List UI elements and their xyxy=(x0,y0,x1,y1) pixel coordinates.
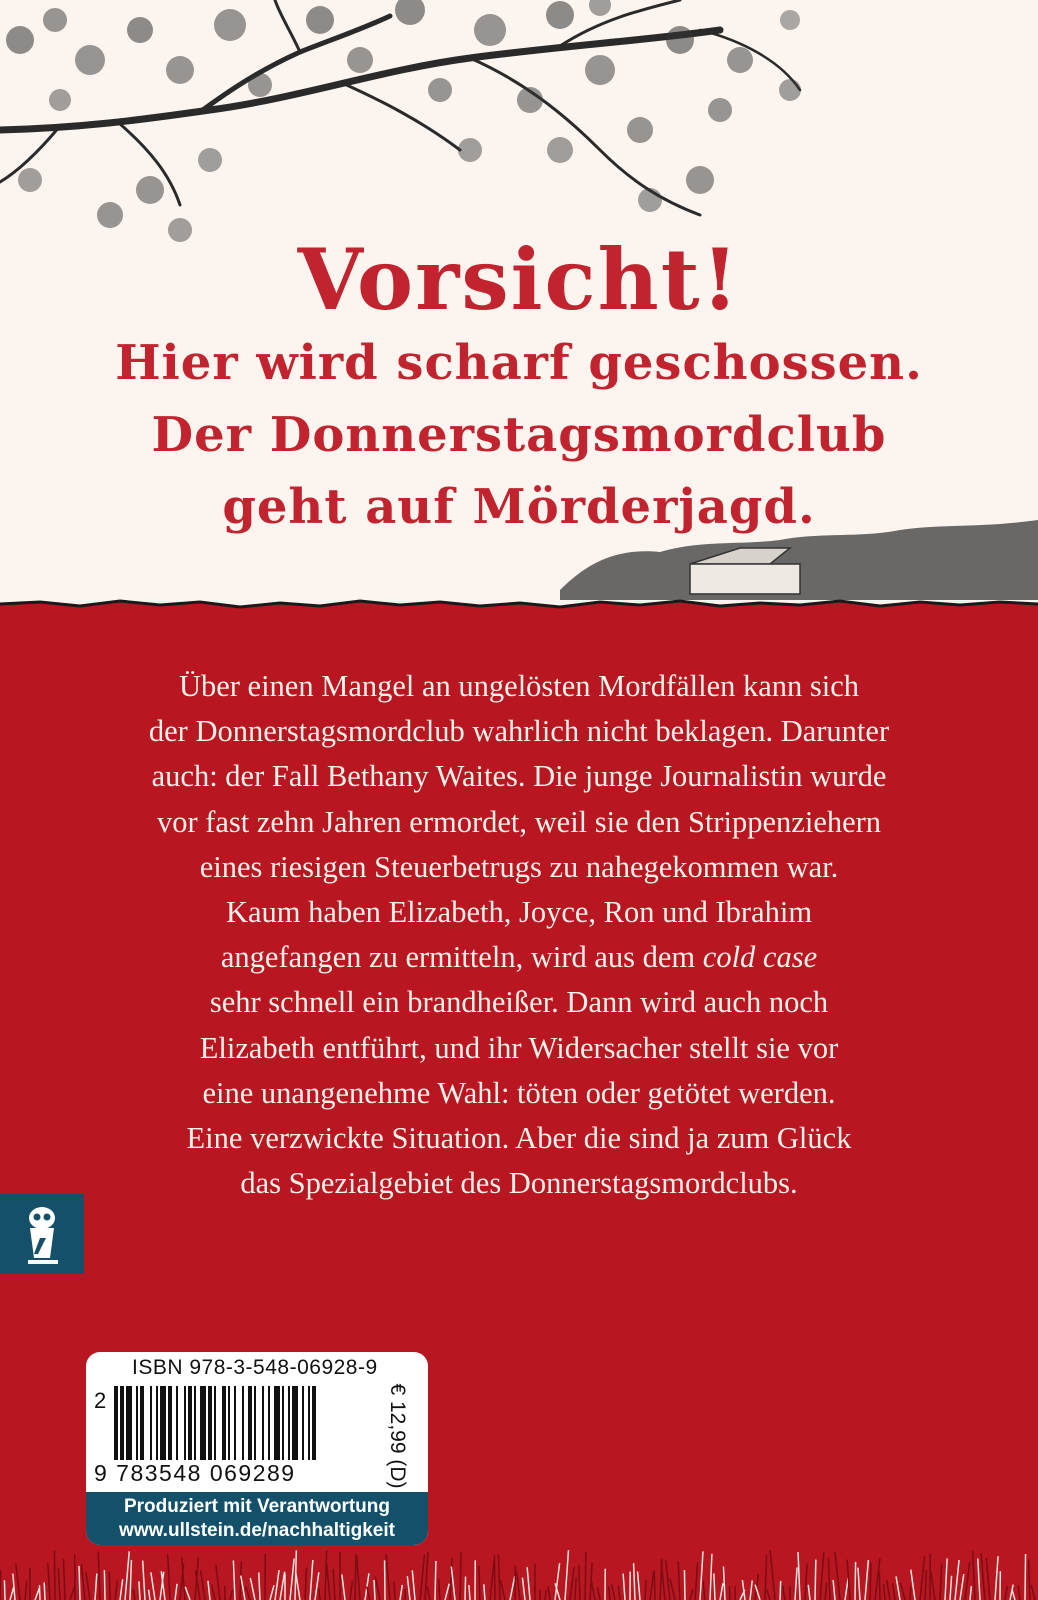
grass-blade xyxy=(270,1585,274,1600)
grass-blade xyxy=(259,1572,260,1600)
grass-blade xyxy=(570,1567,574,1600)
grass-blade xyxy=(425,1552,428,1600)
grass-blade xyxy=(670,1579,675,1600)
grass-blade xyxy=(451,1567,455,1600)
grass-blade xyxy=(319,1588,320,1600)
barcode-bar xyxy=(136,1386,138,1460)
grass-blade xyxy=(684,1570,685,1600)
grass-blade xyxy=(375,1577,380,1600)
grass-blade xyxy=(86,1572,90,1600)
headline-line-1: Hier wird scharf geschossen. xyxy=(115,335,923,391)
grass-blade xyxy=(978,1559,980,1600)
grass-blade xyxy=(233,1560,235,1600)
sustainability-url: www.ullstein.de/nachhaltigkeit xyxy=(119,1520,395,1541)
grass-blade xyxy=(510,1576,515,1600)
barcode-bar xyxy=(156,1386,158,1460)
grass-blade xyxy=(666,1560,670,1600)
grass-blade xyxy=(920,1556,925,1600)
grass-blade xyxy=(325,1550,327,1600)
barcode-bars xyxy=(114,1386,382,1460)
grass-blade xyxy=(965,1562,970,1600)
grass-blade xyxy=(58,1568,60,1600)
grass-blade xyxy=(374,1580,375,1600)
grass-blade xyxy=(545,1590,546,1600)
barcode-bar xyxy=(274,1386,280,1460)
grass-blade xyxy=(54,1551,55,1600)
blurb-emphasis: cold case xyxy=(702,940,818,975)
grass-blade xyxy=(815,1560,816,1600)
grass-blade xyxy=(1025,1554,1026,1600)
grass-blade xyxy=(280,1572,285,1600)
grass-blade xyxy=(828,1558,830,1600)
grass-blade xyxy=(910,1586,911,1600)
grass-blade xyxy=(35,1588,39,1600)
grass-blade xyxy=(618,1585,620,1600)
grass-blade xyxy=(208,1581,210,1600)
grass-blade xyxy=(305,1568,307,1600)
barcode-bar xyxy=(282,1386,284,1460)
grass-blade xyxy=(25,1581,27,1600)
grass-blade xyxy=(1031,1585,1035,1600)
barcode-bar xyxy=(248,1386,252,1460)
barcode-bar xyxy=(222,1386,226,1460)
barcode-bar xyxy=(312,1386,316,1460)
barcode-lead-digit: 2 xyxy=(94,1388,107,1413)
grass-blade xyxy=(407,1576,410,1600)
barcode-bar xyxy=(268,1386,270,1460)
grass-blade xyxy=(609,1586,610,1600)
blurb-line xyxy=(60,935,978,980)
grass-blade xyxy=(896,1576,900,1600)
grass-blade xyxy=(0,1570,1,1600)
barcode-label xyxy=(86,1352,428,1545)
grass-blade xyxy=(887,1580,890,1600)
blurb-line: Über einen Mangel an ungelösten Mordfällen kann sich xyxy=(178,669,860,703)
grass-blade xyxy=(695,1562,698,1600)
grass-blade xyxy=(650,1572,654,1600)
grass-blade xyxy=(241,1576,245,1600)
grass-blade xyxy=(579,1565,580,1600)
grass-blade xyxy=(130,1560,131,1600)
grass-blade xyxy=(175,1584,177,1600)
grass-blade xyxy=(1005,1586,1007,1600)
grass-blade xyxy=(808,1585,810,1600)
barcode-bar xyxy=(168,1386,172,1460)
grass-illustration xyxy=(0,1530,1038,1600)
grass-blade xyxy=(64,1559,65,1600)
barcode-bar xyxy=(302,1386,304,1460)
grass-blade xyxy=(945,1558,947,1600)
grass-blade xyxy=(517,1571,520,1600)
barcode-bar xyxy=(214,1386,216,1460)
barcode-bar xyxy=(114,1386,118,1460)
grass-blade xyxy=(394,1581,395,1600)
grass-blade xyxy=(98,1552,100,1600)
grass-blade xyxy=(865,1560,868,1600)
grass-blade xyxy=(770,1550,775,1600)
barcode-bar xyxy=(242,1386,244,1460)
grass-blade xyxy=(654,1570,655,1600)
grass-blade xyxy=(835,1552,840,1600)
grass-blade xyxy=(48,1563,50,1600)
grass-blade xyxy=(435,1561,436,1600)
grass-blade xyxy=(575,1578,576,1600)
grass-blade xyxy=(950,1576,952,1600)
grass-blade xyxy=(168,1554,170,1600)
grass-blade xyxy=(1029,1559,1030,1600)
blurb-line: eine unangenehme Wahl: töten oder getötet werden. xyxy=(202,1075,836,1110)
grass-blade xyxy=(638,1571,640,1600)
blurb-line: Eine verzwickte Situation. Aber die sind ja zum Glück xyxy=(186,1121,852,1156)
grass-blade xyxy=(981,1553,985,1600)
barcode-digits: 9 783548 069289 xyxy=(94,1460,296,1486)
grass-blade xyxy=(479,1566,480,1600)
grass-blade xyxy=(109,1572,110,1600)
grass-blade xyxy=(115,1581,117,1600)
headline-main: Vorsicht! xyxy=(297,230,741,329)
grass-blade xyxy=(879,1571,880,1600)
barcode-bar xyxy=(200,1386,206,1460)
grass-blade xyxy=(460,1552,461,1600)
blurb-line-text: angefangen zu ermitteln, wird aus dem xyxy=(220,940,703,975)
grass-blade xyxy=(833,1580,835,1600)
grass-blade xyxy=(70,1587,74,1600)
barcode-bar xyxy=(254,1386,256,1460)
grass-blade xyxy=(201,1570,205,1600)
grass-blade xyxy=(901,1583,905,1600)
grass-blade xyxy=(767,1589,770,1600)
barcode-bar xyxy=(292,1386,298,1460)
grass-blade xyxy=(960,1574,964,1600)
grass-blade xyxy=(795,1567,797,1600)
barcode-bar xyxy=(126,1386,132,1460)
grass-blade xyxy=(925,1570,926,1600)
grass-blade xyxy=(723,1566,725,1600)
grass-blade xyxy=(591,1580,595,1600)
blurb-line: sehr schnell ein brandheißer. Dann wird auch noch xyxy=(209,985,829,1020)
barcode-bar xyxy=(228,1386,230,1460)
grass-blade xyxy=(995,1556,998,1600)
grass-blade xyxy=(327,1563,330,1600)
grass-blade xyxy=(494,1555,495,1600)
barcode-bar xyxy=(140,1386,144,1460)
grass-blade xyxy=(522,1578,525,1600)
grass-blade xyxy=(783,1585,785,1600)
grass-blade xyxy=(750,1580,752,1600)
grass-blade xyxy=(133,1589,135,1600)
grass-blade xyxy=(484,1584,485,1600)
grass-blade xyxy=(714,1573,715,1600)
grass-blade xyxy=(548,1586,550,1600)
blurb-text xyxy=(60,664,978,1206)
grass-blade xyxy=(450,1558,452,1600)
barcode-bar xyxy=(120,1386,124,1460)
barcode-bar xyxy=(176,1386,178,1460)
grass-blade xyxy=(469,1585,470,1600)
grass-blade xyxy=(400,1585,402,1600)
grass-blade xyxy=(367,1587,370,1600)
blurb-line: der Donnerstagsmordclub wahrlich nicht beklagen. Darunter xyxy=(148,714,890,749)
barcode-bar xyxy=(234,1386,236,1460)
torn-edge-divider xyxy=(0,590,1038,620)
isbn-text: ISBN 978-3-548-06928-9 xyxy=(132,1356,378,1379)
grass-blade xyxy=(315,1572,319,1600)
grass-blade xyxy=(911,1570,915,1600)
grass-blade xyxy=(527,1567,530,1600)
grass-blade xyxy=(858,1568,860,1600)
grass-blade xyxy=(246,1587,250,1600)
grass-blade xyxy=(986,1558,990,1600)
grass-blade xyxy=(10,1587,14,1600)
barcode-bar xyxy=(208,1386,212,1460)
headline-line-3: geht auf Mörderjagd. xyxy=(222,479,816,535)
grass-blade xyxy=(565,1550,568,1600)
grass-blade xyxy=(465,1577,466,1600)
grass-blade xyxy=(333,1569,335,1600)
grass-blade xyxy=(16,1564,20,1600)
grass-blade xyxy=(870,1563,871,1600)
grass-blade xyxy=(1012,1590,1015,1600)
grass-blade xyxy=(700,1551,703,1600)
grass-blade xyxy=(230,1590,233,1600)
grass-blade xyxy=(805,1563,807,1600)
grass-blade xyxy=(439,1579,440,1600)
grass-blade xyxy=(212,1585,215,1600)
grass-blade xyxy=(498,1554,500,1600)
blurb-line: vor fast zehn Jahren ermordet, weil sie den Strippenziehern xyxy=(156,804,882,839)
grass-blade xyxy=(970,1586,971,1600)
barcode-bar xyxy=(194,1386,196,1460)
blurb-line: Elizabeth entführt, und ihr Widersacher stellt sie vor xyxy=(199,1030,839,1065)
grass-blade xyxy=(893,1583,895,1600)
grass-blade xyxy=(216,1565,220,1600)
grass-blade xyxy=(357,1557,360,1600)
barcode-bar xyxy=(160,1386,166,1460)
grass-blade xyxy=(710,1554,712,1600)
blurb-line: das Spezialgebiet des Donnerstagsmordclubs. xyxy=(240,1166,798,1201)
barcode-bar xyxy=(150,1386,152,1460)
grass-blade xyxy=(296,1572,300,1600)
grass-blade xyxy=(729,1586,730,1600)
headline-line-2: Der Donnerstagsmordclub xyxy=(151,407,887,463)
grass-blade xyxy=(125,1551,129,1600)
grass-blade xyxy=(931,1571,935,1600)
grass-blade xyxy=(185,1587,190,1600)
grass-blade xyxy=(845,1577,848,1600)
grass-blade xyxy=(678,1561,680,1600)
price-text: € 12,99 (D) xyxy=(386,1383,409,1489)
grass-blade xyxy=(690,1589,693,1600)
grass-blade xyxy=(4,1580,5,1600)
grass-blade xyxy=(501,1580,505,1600)
grass-blade xyxy=(420,1555,424,1600)
blurb-line: Kaum haben Elizabeth, Joyce, Ron und Ibrahim xyxy=(225,895,813,930)
grass-blade xyxy=(884,1584,885,1600)
grass-blade xyxy=(973,1551,975,1600)
grass-blade xyxy=(350,1581,352,1600)
grass-blade xyxy=(780,1581,781,1600)
grass-blade xyxy=(720,1583,723,1600)
grass-blade xyxy=(490,1560,494,1600)
grass-blade xyxy=(820,1551,824,1600)
grass-blade xyxy=(39,1585,40,1600)
grass-blade xyxy=(703,1581,705,1600)
grass-blade xyxy=(798,1552,800,1600)
barcode-bar xyxy=(262,1386,264,1460)
barcode-bar xyxy=(184,1386,186,1460)
grass-blade xyxy=(1018,1585,1020,1600)
grass-blade xyxy=(940,1565,942,1600)
grass-blade xyxy=(342,1574,345,1600)
grass-blade xyxy=(412,1570,415,1600)
barcode-bar xyxy=(308,1386,310,1460)
grass-blade xyxy=(120,1579,123,1600)
sustainability-line-1: Produziert mit Verantwortung xyxy=(123,1496,391,1517)
grass-blade xyxy=(290,1559,294,1600)
grass-blade xyxy=(149,1590,150,1600)
grass-blade xyxy=(44,1582,45,1600)
grass-blade xyxy=(355,1554,356,1600)
grass-blade xyxy=(598,1588,600,1600)
grass-blade xyxy=(386,1554,390,1600)
grass-blade xyxy=(623,1573,625,1600)
grass-blade xyxy=(611,1584,615,1600)
grass-blade xyxy=(634,1563,635,1600)
grass-blade xyxy=(81,1564,85,1600)
grass-blade xyxy=(825,1583,827,1600)
price-label xyxy=(374,1383,420,1489)
grass-blade xyxy=(79,1566,80,1600)
grass-blade xyxy=(275,1570,279,1600)
grass-blade xyxy=(427,1587,430,1600)
grass-blade xyxy=(143,1561,145,1600)
grass-blade xyxy=(310,1560,313,1600)
grass-blade xyxy=(151,1572,155,1600)
ullstein-owl-logo-icon xyxy=(0,1194,84,1274)
barcode-bar xyxy=(288,1386,290,1460)
grass-blade xyxy=(139,1581,140,1600)
grass-blade xyxy=(645,1580,646,1600)
grass-blade xyxy=(955,1560,959,1600)
blurb-line: eines riesigen Steuerbetrugs zu nahegekommen war. xyxy=(199,849,839,884)
blurb-line: auch: der Fall Bethany Waites. Die junge Journalistin wurde xyxy=(151,759,887,794)
grass-blade xyxy=(250,1578,255,1600)
grass-blade xyxy=(585,1552,586,1600)
grass-blade xyxy=(855,1562,856,1600)
grass-blade xyxy=(445,1584,449,1600)
barcode-bar xyxy=(188,1386,192,1460)
grass-blade xyxy=(765,1555,767,1600)
grass-blade xyxy=(104,1570,105,1600)
grass-blade xyxy=(95,1574,97,1600)
